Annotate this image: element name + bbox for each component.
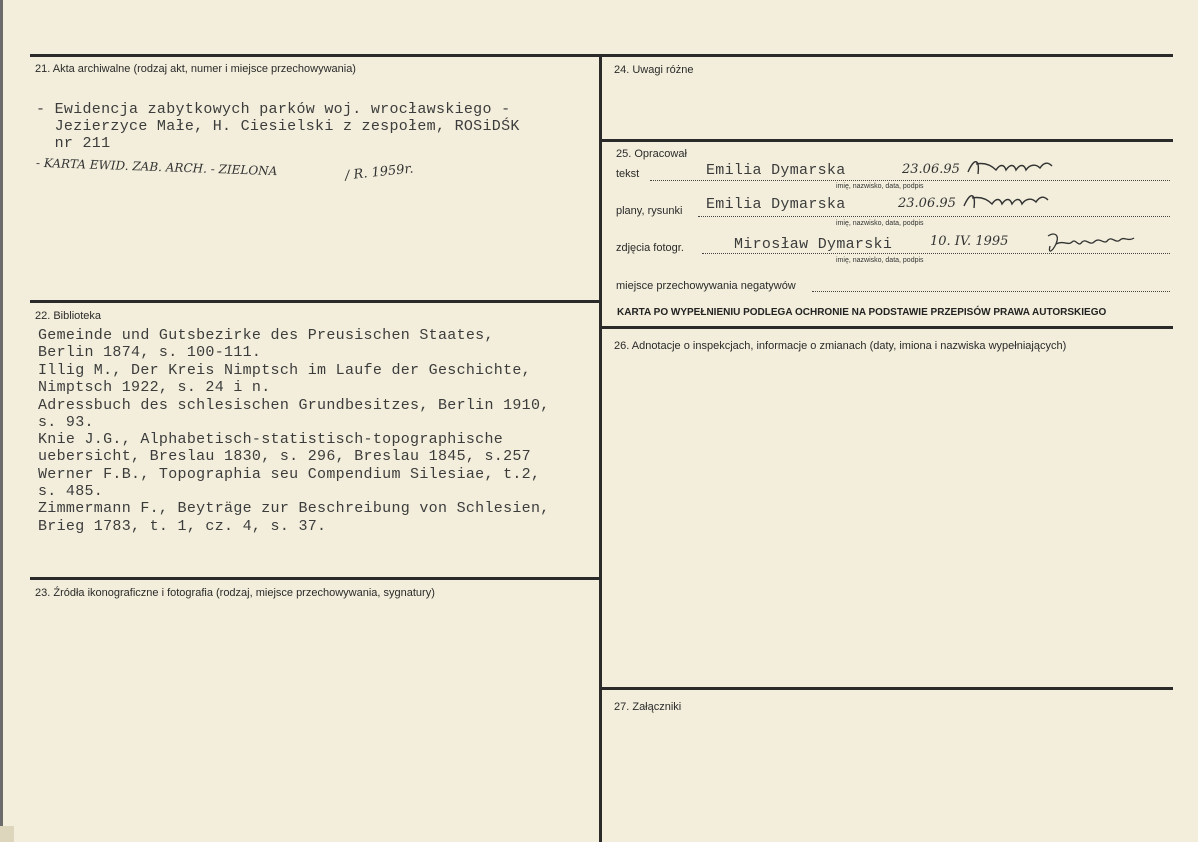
bibliography-line-4: Nimptsch 1922, s. 24 i n.	[38, 379, 271, 396]
rule-21-22	[30, 300, 601, 303]
row-plany-dotted-line	[698, 216, 1170, 217]
row-zdjecia-caption: imię, nazwisko, data, podpis	[836, 257, 924, 264]
rule-24-25	[601, 139, 1173, 142]
row-zdjecia-date: 10. IV. 1995	[930, 234, 1009, 249]
rule-26-27	[601, 687, 1173, 690]
corner-mark-top-left	[0, 0, 3, 842]
section-26-title: 26. Adnotacje o inspekcjach, informacje o zmianach (daty, imiona i nazwiska wypełniających)	[614, 340, 1067, 352]
row-plany-name: Emilia Dymarska	[706, 196, 846, 213]
negatives-dotted-line	[812, 291, 1170, 292]
row-zdjecia-signature	[1044, 230, 1144, 260]
row-tekst-caption: imię, nazwisko, data, podpis	[836, 183, 924, 190]
copyright-notice: KARTA PO WYPEŁNIENIU PODLEGA OCHRONIE NA PODSTAWIE PRZEPISÓW PRAWA AUTORSKIEGO	[617, 307, 1107, 318]
row-tekst-dotted-line	[650, 180, 1170, 181]
bibliography-line-11: Zimmermann F., Beyträge zur Beschreibung von Schlesien,	[38, 500, 550, 517]
row-tekst-signature	[966, 154, 1056, 180]
bibliography-line-3: Illig M., Der Kreis Nimptsch im Laufe der Geschichte,	[38, 362, 531, 379]
bibliography-line-8: uebersicht, Breslau 1830, s. 296, Breslau 1845, s.257	[38, 448, 531, 465]
bibliography-line-10: s. 485.	[38, 483, 104, 500]
section-21-title: 21. Akta archiwalne (rodzaj akt, numer i miejsce przechowywania)	[35, 63, 356, 75]
bibliography-line-12: Brieg 1783, t. 1, cz. 4, s. 37.	[38, 518, 327, 535]
row-plany-caption: imię, nazwisko, data, podpis	[836, 220, 924, 227]
center-divider	[599, 54, 602, 842]
section-21-handwritten-year: / R. 1959r.	[344, 161, 415, 184]
row-zdjecia-label: zdjęcia fotogr.	[616, 242, 684, 254]
section-23-title: 23. Źródła ikonograficzne i fotografia (rodzaj, miejsce przechowywania, sygnatury)	[35, 587, 435, 599]
row-zdjecia-name: Mirosław Dymarski	[734, 236, 893, 253]
bibliography-line-6: s. 93.	[38, 414, 94, 431]
negatives-location-label: miejsce przechowywania negatywów	[616, 280, 796, 292]
corner-mark-bottom-left	[0, 826, 14, 842]
section-21-handwritten-note: - KARTA EWID. ZAB. ARCH. - ZIELONA	[35, 155, 278, 179]
row-tekst-date: 23.06.95	[902, 162, 960, 177]
section-27-title: 27. Załączniki	[614, 701, 682, 713]
bibliography-line-2: Berlin 1874, s. 100-111.	[38, 344, 262, 361]
row-plany-label: plany, rysunki	[616, 205, 683, 217]
row-tekst-label: tekst	[616, 168, 640, 180]
section-24-title: 24. Uwagi różne	[614, 64, 694, 76]
row-plany-date: 23.06.95	[898, 196, 956, 211]
rule-22-23	[30, 577, 601, 580]
section-25-title: 25. Opracował	[616, 148, 687, 160]
bibliography-line-1: Gemeinde und Gutsbezirke des Preusischen Staates,	[38, 327, 494, 344]
row-tekst-name: Emilia Dymarska	[706, 162, 846, 179]
bibliography-line-9: Werner F.B., Topographia seu Compendium Silesiae, t.2,	[38, 466, 541, 483]
rule-25-26	[601, 326, 1173, 329]
section-21-line-1: - Ewidencja zabytkowych parków woj. wrocławskiego -	[36, 101, 511, 118]
section-21-line-3: nr 211	[36, 135, 111, 152]
section-21-line-2: Jezierzyce Małe, H. Ciesielski z zespołem, ROSiDŚK	[36, 118, 520, 135]
row-plany-signature	[962, 188, 1052, 214]
bibliography-line-5: Adressbuch des schlesischen Grundbesitzes, Berlin 1910,	[38, 397, 550, 414]
bibliography-line-7: Knie J.G., Alphabetisch-statistisch-topographische	[38, 431, 504, 448]
section-22-title: 22. Biblioteka	[35, 310, 102, 322]
